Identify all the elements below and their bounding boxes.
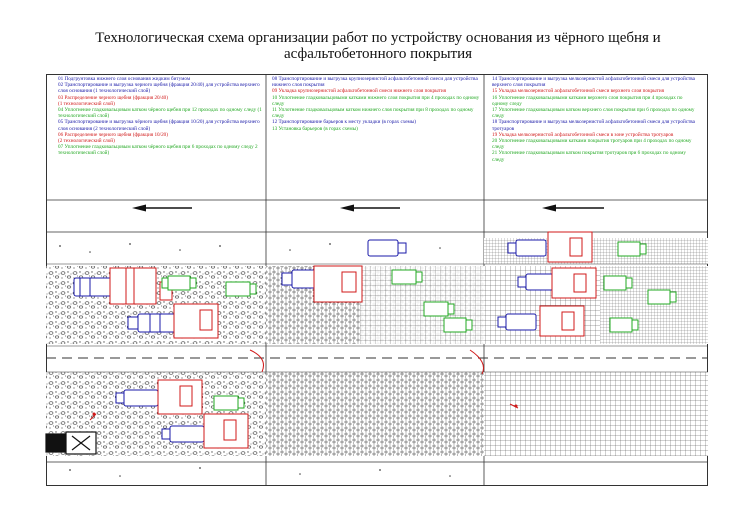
legend-item: 19 Укладка мелкозернистой асфальтобетонной смеси в зоне устройства тротуаров — [492, 131, 674, 138]
legend-item: 14 Транспортирование и выгрузка мелкозернистой асфальтобетонной смеси для устройства верхнего слоя покрытия — [492, 76, 695, 89]
paver-icon — [174, 304, 218, 338]
legend-item: 04 Уплотнение гладковальцовым катком чёрного щебня при 12 проходах по одному следу (1 технологический слой) — [58, 107, 262, 120]
paver-icon — [540, 306, 584, 336]
legend-item: 10 Уплотнение гладковальцовыми катками нижнего слоя покрытия при 4 проходах по одному следу — [272, 94, 480, 107]
paver-icon — [158, 380, 202, 414]
direction-arrow-3 — [542, 205, 604, 212]
direction-arrow-2 — [340, 205, 400, 212]
dump-truck-icon — [128, 314, 176, 332]
legend-item: 05 Транспортирование и выгрузка чёрного щебня (фракция 10/20) для устройства верхнего слоя основания (2 технологический слой) — [58, 119, 260, 132]
legend-item: 02 Транспортирование и выгрузка черного щебня (фракция 20/40) для устройства верхнего слоя основания (1 технологический слой) — [58, 82, 260, 95]
legend-item: 08 Транспортирование и выгрузка крупнозернистой асфальтобетонной смеси для устройства нижнего слоя покрытия — [272, 76, 478, 89]
legend-item: 15 Укладка мелкозернистой асфальтобетонной смеси верхнего слоя покрытия — [492, 88, 665, 95]
legend-item: 16 Уплотнение гладковальцовыми катками верхнего слоя покрытия при 4 проходах по одному следу — [492, 94, 683, 107]
paver-icon — [552, 268, 596, 298]
paver-icon — [314, 266, 362, 302]
roller-icon — [424, 302, 454, 316]
title-line-1: Технологическая схема организации работ по устройству основания из чёрного щебня и — [95, 30, 661, 46]
roller-icon — [444, 318, 472, 332]
paver-icon — [204, 414, 248, 448]
legend-item: (2 технологический слой) — [58, 138, 115, 145]
barrier-vehicle-icon — [46, 432, 96, 454]
legend-item: 12 Транспортирование барьеров к месту укладки (в горах схемы) — [272, 119, 417, 126]
dump-truck-icon — [368, 240, 406, 256]
legend-item: 18 Транспортирование и выгрузка мелкозернистой асфальтобетонной смеси для устройства тротуаров — [492, 119, 695, 132]
legend-item: 01 Подгрунтовка нижнего слоя основания жидким битумом — [58, 76, 191, 82]
gravel-base-lower-lane-2 — [266, 372, 484, 456]
legend-item: 20 Уплотнение гладковальцовыми катками покрытия тротуаров при 4 проходах по одному следу — [492, 138, 692, 151]
legend-item: 11 Уплотнение гладковальцовым катком нижнего слоя покрытия при 8 проходах по одному следу — [272, 107, 474, 120]
legend-item: 17 Уплотнение гладковальцовым катком верхнего слоя покрытия при 6 проходах по одному следу — [492, 107, 695, 120]
roller-icon — [610, 318, 638, 332]
legend-item: 06 Распределение черного щебня (фракция 10/20) — [58, 131, 169, 138]
paver-icon — [548, 232, 592, 262]
roller-icon — [392, 270, 422, 284]
legend-item: 03 Распределение черного щебня (фракция 20/40) — [58, 94, 169, 101]
roller-icon — [604, 276, 632, 290]
roller-icon — [648, 290, 676, 304]
direction-arrow-1 — [132, 205, 192, 212]
asphalt-lower-lane — [484, 372, 708, 456]
legend-item: (1 технологический слой) — [58, 100, 115, 107]
roller-icon — [618, 242, 646, 256]
roller-icon — [162, 276, 196, 290]
legend-item: 13 Установка барьеров (в горах схемы) — [272, 125, 358, 132]
legend-item: 21 Уплотнение гладковальцовым катком покрытия тротуаров при 6 проходах по одному следу — [492, 150, 686, 163]
roller-icon — [214, 396, 244, 410]
legend-item: 07 Уплотнение гладковальцовым катком чёрного щебня при 6 проходах по одному следу 2 технологический слой) — [58, 144, 258, 157]
title-line-2: асфальтобетонного покрытия — [283, 46, 473, 62]
legend-item: 09 Укладка крупнозернистой асфальтобетонной смеси нижнего слоя покрытия — [272, 88, 447, 95]
roller-icon — [226, 282, 256, 296]
